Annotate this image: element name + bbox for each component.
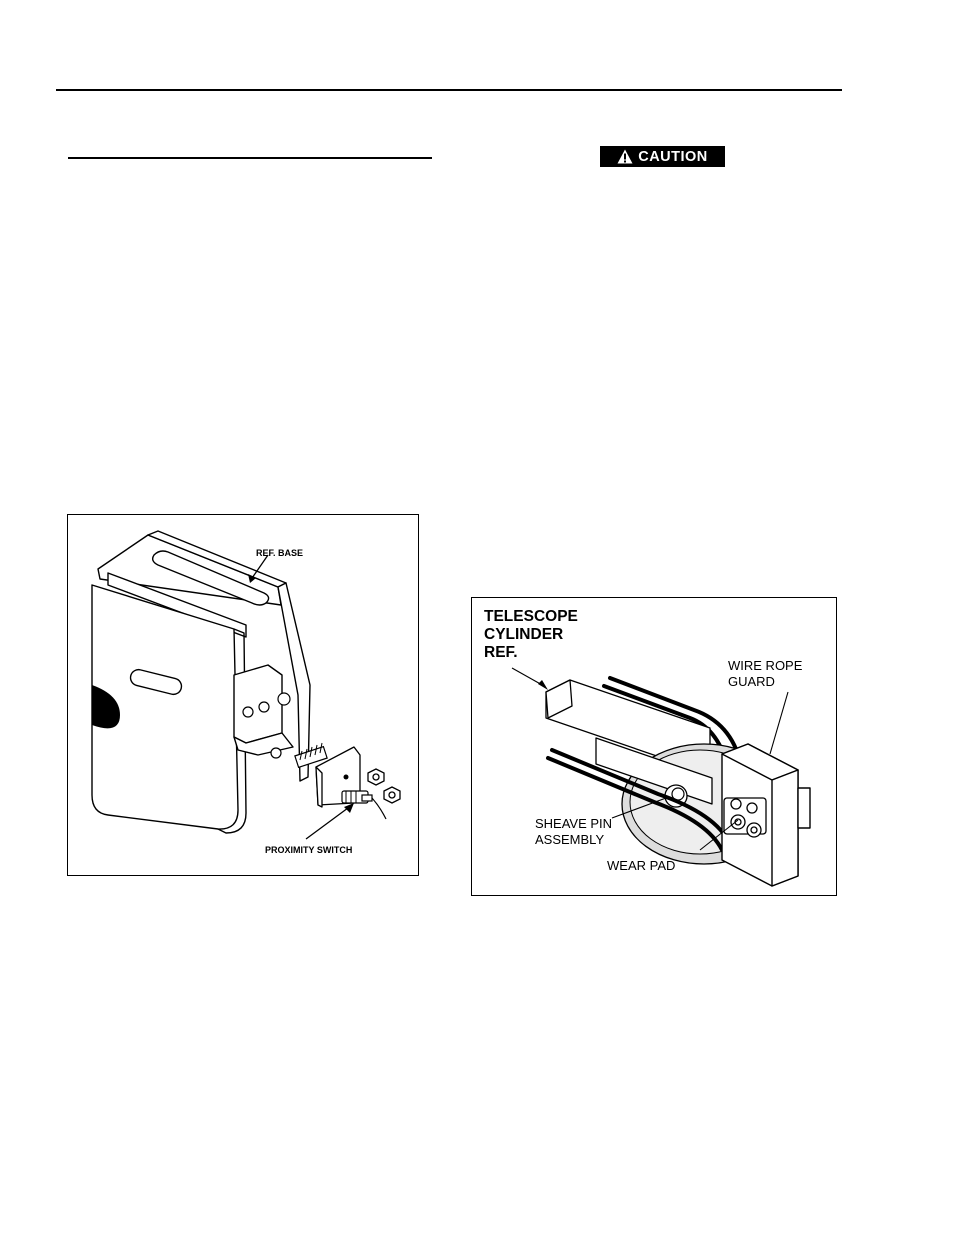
section-heading-rule — [68, 157, 432, 159]
wire-rope-guard-label: WIRE ROPE GUARD — [728, 658, 803, 689]
wire-rope-guard-figure — [471, 597, 837, 896]
warning-triangle-icon — [617, 149, 633, 164]
caution-label: CAUTION — [638, 148, 708, 165]
proximity-switch-figure — [67, 514, 419, 876]
telescope-cylinder-ref-label: TELESCOPE CYLINDER REF. — [484, 608, 578, 661]
caution-badge — [600, 146, 725, 167]
ref-base-label: REF. BASE — [256, 548, 304, 558]
proximity-switch-illustration — [68, 515, 419, 876]
sheave-pin-assembly-label: SHEAVE PIN ASSEMBLY — [535, 816, 613, 847]
header-rule — [56, 89, 842, 91]
wear-pad-label: WEAR PAD — [607, 858, 676, 873]
proximity-switch-label: PROXIMITY SWITCH — [265, 845, 353, 855]
